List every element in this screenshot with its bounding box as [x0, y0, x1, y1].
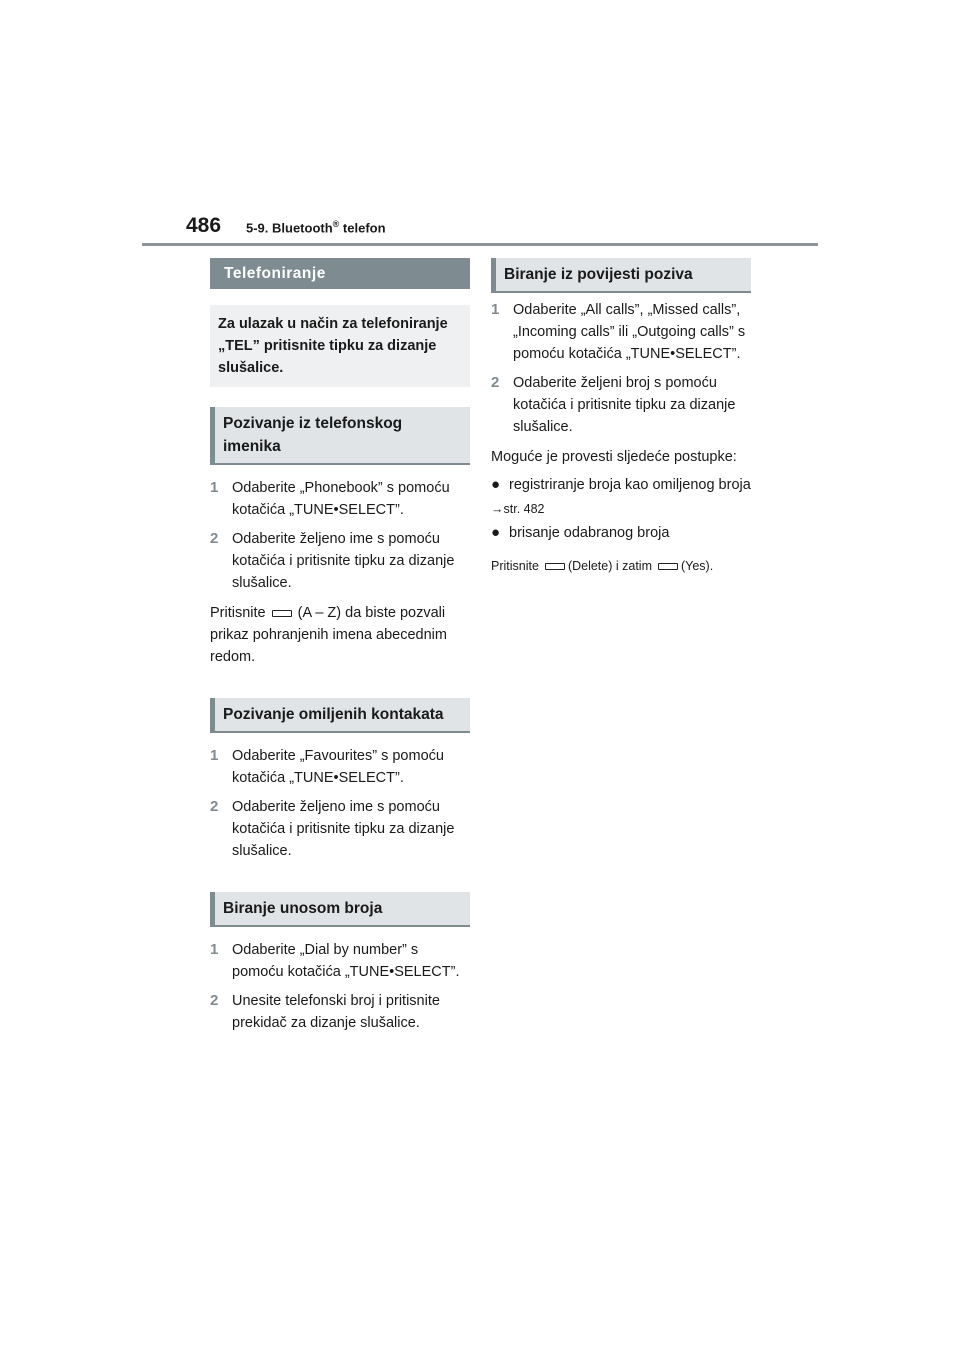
step-item: 2 Odaberite željeno ime s pomoću kotačića i pritisnite tipku za dizanje slušalice. — [210, 530, 455, 591]
bullet-item: ● registriranje broja kao omiljenog broja — [491, 474, 751, 496]
history-heading: Biranje iz povijesti poziva — [491, 258, 751, 293]
button-icon — [272, 610, 292, 617]
left-column — [210, 258, 470, 1041]
step-item: 2 Unesite telefonski broj i pritisnite prekidač za dizanje slušalice. — [210, 992, 440, 1031]
dial-steps — [210, 939, 470, 1034]
button-icon — [545, 563, 565, 570]
main-heading: Telefoniranje — [210, 258, 470, 289]
possible-actions: Moguće je provesti sljedeće postupke: — [491, 449, 737, 465]
delete-note: Pritisnite (Delete) i zatim (Yes). — [491, 559, 714, 573]
intro-box: Za ulazak u način za telefoniranje „TEL” pritisnite tipku za dizanje slušalice. — [210, 305, 470, 387]
phonebook-steps — [210, 477, 470, 594]
button-icon — [658, 563, 678, 570]
favourites-heading: Pozivanje omiljenih kontakata — [210, 698, 470, 733]
header-rule — [142, 243, 818, 246]
section-title: 5-9. Bluetooth® telefon — [246, 219, 386, 236]
page-number: 486 — [186, 214, 222, 237]
step-item: 1 Odaberite „Favourites” s pomoću kotačića „TUNE•SELECT”. — [210, 747, 444, 786]
step-item: 1 Odaberite „Dial by number” s pomoću kotačića „TUNE•SELECT”. — [210, 941, 460, 980]
bullet-dot: ● — [491, 524, 501, 541]
step-item: 1 Odaberite „Phonebook” s pomoću kotačića „TUNE•SELECT”. — [210, 479, 450, 518]
phonebook-heading: Pozivanje iz telefonskog imenika — [210, 407, 470, 465]
favourites-steps — [210, 745, 470, 862]
right-column — [491, 258, 751, 576]
phonebook-note: Pritisnite (A – Z) da biste pozvali prikaz pohranjenih imena abecednim redom. — [210, 605, 447, 665]
step-item: 1 Odaberite „All calls”, „Missed calls”, „Incoming calls” ili „Outgoing calls” s pomoću kotačića „TUNE•SELECT”. — [491, 301, 746, 362]
history-steps — [491, 299, 751, 438]
page-reference: →str. 482 — [491, 502, 545, 516]
bullet-item: ● brisanje odabranog broja — [491, 522, 751, 544]
step-item: 2 Odaberite željeno ime s pomoću kotačića i pritisnite tipku za dizanje slušalice. — [210, 798, 455, 859]
step-item: 2 Odaberite željeni broj s pomoću kotačića i pritisnite tipku za dizanje slušalice. — [491, 374, 736, 435]
bullet-dot: ● — [491, 476, 501, 493]
dial-heading: Biranje unosom broja — [210, 892, 470, 927]
